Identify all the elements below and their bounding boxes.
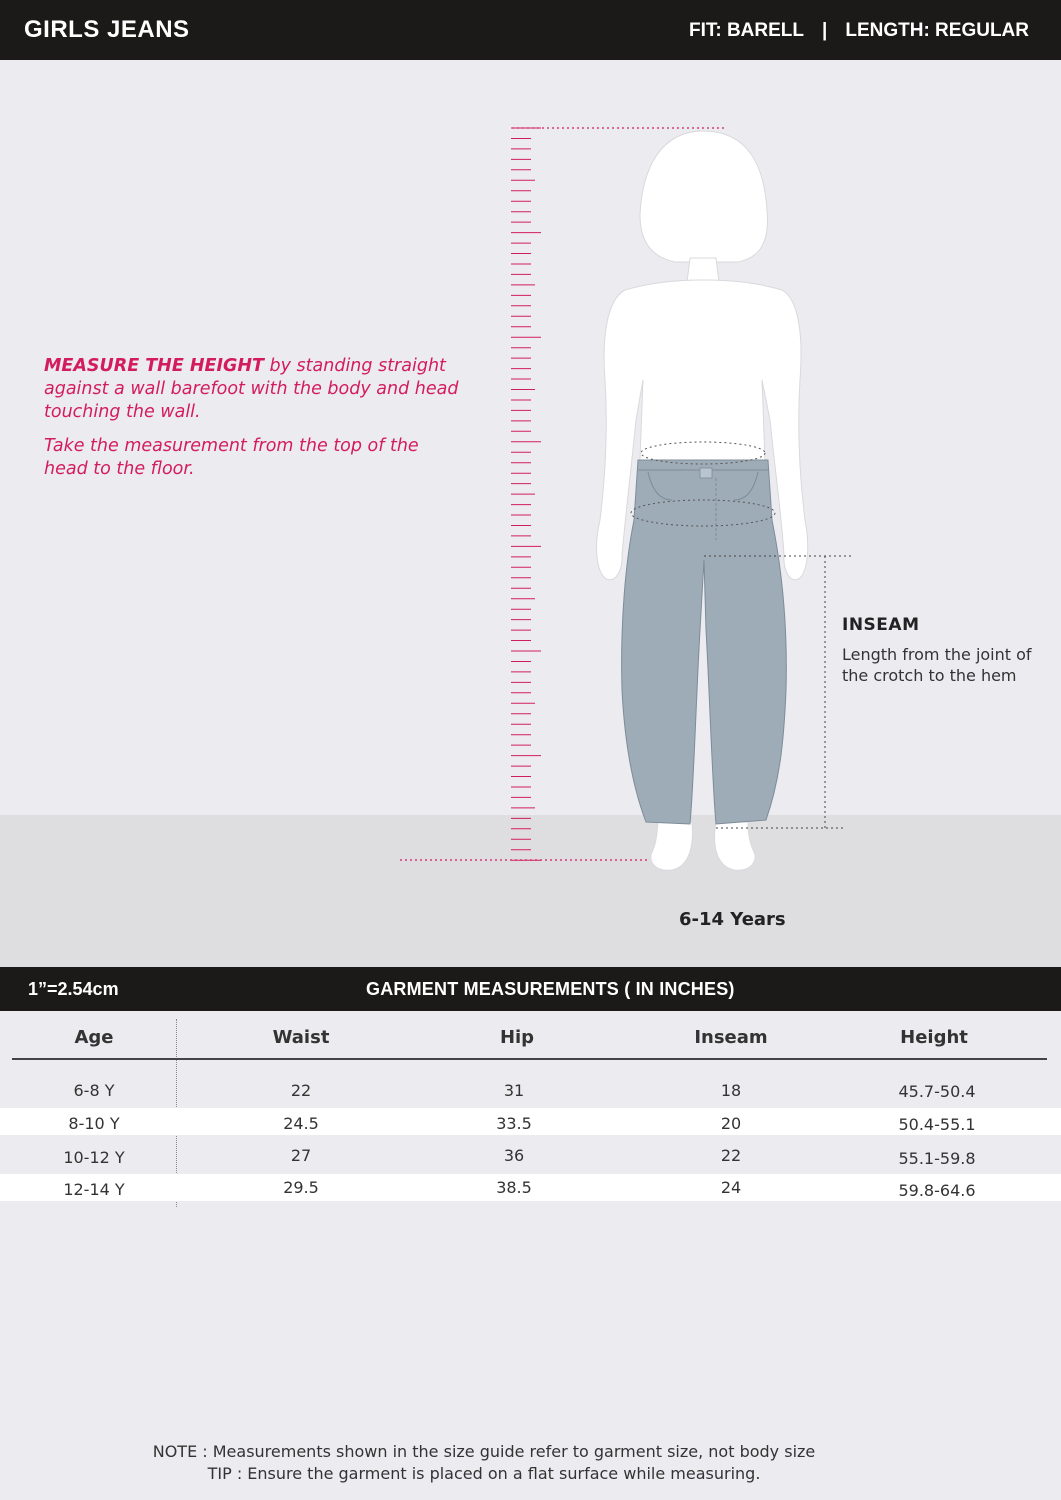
column-header-hip: Hip xyxy=(499,1027,535,1048)
inseam-title: INSEAM xyxy=(842,615,920,635)
cell-hip: 31 xyxy=(503,1081,525,1100)
cell-age: 6-8 Y xyxy=(73,1081,115,1100)
cell-height: 45.7-50.4 xyxy=(898,1082,976,1101)
table-title: GARMENT MEASUREMENTS ( IN INCHES) xyxy=(366,979,735,999)
measurement-illustration xyxy=(0,60,1061,965)
age-range-label: 6-14 Years xyxy=(679,909,786,930)
column-header-inseam: Inseam xyxy=(694,1027,768,1048)
page-title: GIRLS JEANS xyxy=(24,16,190,43)
table-row xyxy=(0,1174,1061,1201)
cell-waist: 27 xyxy=(290,1146,312,1165)
height-instructions xyxy=(44,355,464,492)
fit-label: FIT: BARELL xyxy=(688,20,805,41)
cell-hip: 38.5 xyxy=(496,1178,532,1197)
table-row xyxy=(0,1077,1061,1104)
header-bar xyxy=(0,0,1061,60)
inseam-description: Length from the joint of the crotch to the hem xyxy=(842,645,1032,685)
length-label: LENGTH: REGULAR xyxy=(845,20,1029,41)
cell-inseam: 20 xyxy=(720,1114,742,1133)
footer-notes xyxy=(0,1441,968,1485)
header-specs xyxy=(689,20,1029,42)
instruction-text-1: by standing straight against a wall barefoot with the body and head touching the wall. xyxy=(44,356,459,422)
cell-inseam: 18 xyxy=(720,1081,742,1100)
cell-age: 10-12 Y xyxy=(63,1148,125,1167)
cell-waist: 29.5 xyxy=(283,1178,319,1197)
table-row xyxy=(0,1144,1061,1171)
unit-conversion: 1”=2.54cm xyxy=(28,979,119,999)
column-header-age: Age xyxy=(74,1027,114,1048)
jeans-icon xyxy=(622,460,787,824)
table-row xyxy=(0,1108,1061,1135)
cell-inseam: 24 xyxy=(720,1178,742,1197)
cell-inseam: 22 xyxy=(720,1146,742,1165)
inseam-label-block xyxy=(842,615,1042,686)
instruction-paragraph-1 xyxy=(44,355,464,424)
height-ruler-icon xyxy=(511,128,541,860)
tip-text: TIP : Ensure the garment is placed on a flat surface while measuring. xyxy=(207,1464,761,1483)
cell-hip: 36 xyxy=(503,1146,525,1165)
cell-height: 50.4-55.1 xyxy=(898,1115,976,1134)
header-separator: | xyxy=(822,20,828,41)
cell-age: 12-14 Y xyxy=(63,1180,125,1199)
column-header-waist: Waist xyxy=(272,1027,330,1048)
table-header-rule xyxy=(12,1058,1047,1060)
table-header-bar xyxy=(0,967,1061,1011)
note-text: NOTE : Measurements shown in the size guide refer to garment size, not body size xyxy=(152,1442,816,1461)
cell-waist: 24.5 xyxy=(283,1114,319,1133)
cell-height: 59.8-64.6 xyxy=(898,1181,976,1200)
cell-waist: 22 xyxy=(290,1081,312,1100)
instruction-text-2: Take the measurement from the top of the head to the floor. xyxy=(44,436,419,479)
column-header-height: Height xyxy=(900,1027,968,1048)
cell-hip: 33.5 xyxy=(496,1114,532,1133)
instruction-emphasis: MEASURE THE HEIGHT xyxy=(44,356,264,376)
cell-age: 8-10 Y xyxy=(68,1114,120,1133)
table-column-headers xyxy=(0,1011,1061,1059)
cell-height: 55.1-59.8 xyxy=(898,1149,976,1168)
